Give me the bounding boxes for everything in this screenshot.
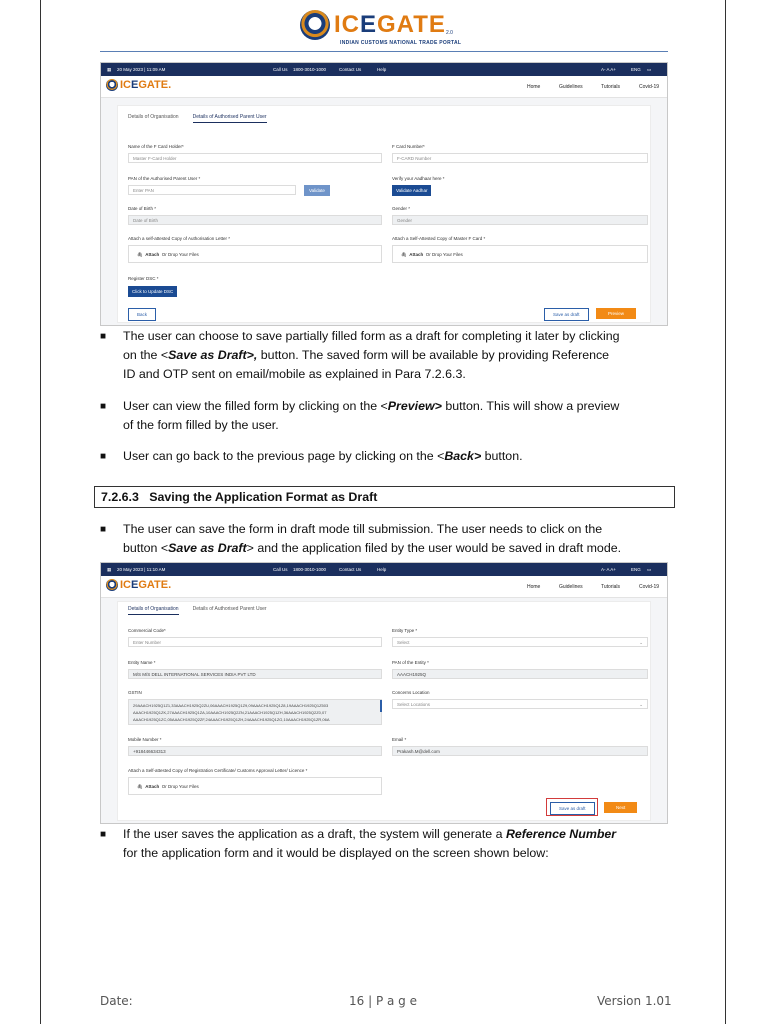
datetime-text: 20 May 2023 | 11:09 AM — [117, 67, 166, 72]
logo-text: ICEGATE — [334, 11, 446, 38]
nav-guidelines[interactable]: Guidelines — [559, 84, 583, 90]
fcard-holder-input[interactable]: Master F-Card Holder — [128, 153, 382, 163]
commercial-code-label: Commercial Code* — [128, 628, 166, 633]
nav-bar — [101, 576, 667, 598]
chevron-down-icon: ⌄ — [639, 702, 643, 707]
bullet-marker: ■ — [100, 829, 107, 840]
nav-bar — [101, 76, 667, 98]
language-select[interactable]: ENG — [631, 67, 641, 72]
nav-covid[interactable]: Covid-19 — [639, 584, 660, 590]
gender-label: Gender * — [392, 206, 411, 211]
fcard-number-input[interactable]: F-CARD Number — [392, 153, 648, 163]
emblem-icon — [106, 579, 118, 591]
mobile-label: Mobile Number * — [128, 737, 162, 742]
highlight-box — [546, 798, 598, 816]
emblem-icon — [106, 79, 118, 91]
bullet-marker: ■ — [100, 401, 107, 412]
emblem-icon — [300, 10, 330, 40]
auth-letter-dropzone[interactable]: 🖇 Attach Or Drop Your Files — [128, 245, 382, 263]
entity-name-label: Entity Name * — [128, 660, 156, 665]
call-us-label: Call Us — [273, 567, 288, 572]
pan-label: PAN of the Authorised Parent User * — [128, 176, 201, 181]
preview-button[interactable]: Preview — [596, 308, 636, 319]
phone-number: 1800-3010-1000 — [293, 67, 327, 72]
icegate-logo — [300, 10, 462, 46]
chevron-down-icon: ⌄ — [639, 640, 643, 645]
fcard-number-label: F Card Number* — [392, 144, 425, 149]
entity-type-select[interactable]: Select ⌄ — [392, 637, 648, 647]
gstin-textarea[interactable]: 29AAACH1925Q1Z1,33AAACH1925Q2ZU,06AAACH1925Q1Z9,09AAACH1925Q1Z8,19AAACH1925Q1Z503 AAACH1925Q1ZK,27AAACH1925Q1ZA,10AAACH1925Q2ZN,21AAACH1925Q1ZH,36AAACH1925Q2Z0,07 AAACH1925Q1ZC,05AAACH1925Q2ZF,24AAACH1925Q1ZH,24AAACH1925Q1ZG,10AAACH1925Q1ZR,06A — [128, 699, 382, 725]
gstin-label: GSTIN — [128, 690, 142, 695]
pan-input[interactable]: Enter PAN — [128, 185, 296, 195]
pan-entity-input[interactable]: AAACH1925Q — [392, 669, 648, 679]
bullet-save-as-draft: ■ The user can choose to save partially filled form as a draft for completing it later by clicking on the <Save as Draft>, button. The saved form will be available by providing Reference ID and OTP sent on email/mobile as explained in Para 7.2.6.3. — [100, 329, 620, 381]
back-button[interactable]: Back — [128, 308, 156, 321]
bullet-preview: ■ User can view the filled form by clicking on the <Preview> button. This will show a preview of the form filled by the user. — [100, 399, 620, 432]
scrollbar[interactable] — [380, 700, 382, 712]
help-link[interactable]: Help — [377, 567, 387, 572]
entity-name-input[interactable]: M/S M/S DELL INTERNATIONAL SERVICES INDIA PVT LTD — [128, 669, 382, 679]
top-bar — [101, 563, 667, 576]
nav-guidelines[interactable]: Guidelines — [559, 584, 583, 590]
pan-entity-label: PAN of the Entity * — [392, 660, 429, 665]
master-fcard-dropzone[interactable]: 🖇 Attach Or Drop Your Files — [392, 245, 648, 263]
nav-tutorials[interactable]: Tutorials — [601, 584, 620, 590]
nav-logo[interactable]: ICEGATE. — [106, 79, 171, 91]
master-fcard-label: Attach a Self-Attested Copy of Master F Card * — [392, 236, 486, 241]
tab-authorised-parent-user[interactable]: Details of Authorised Parent User — [193, 114, 267, 123]
next-button[interactable]: Next — [604, 802, 637, 813]
screenshot-authorised-user-form — [100, 62, 668, 326]
save-as-draft-button[interactable]: Save as draft — [550, 802, 595, 815]
cert-label: Attach a Self-attested Copy of Registration Certificate/ Customs Approval Letter/ Licence * — [128, 768, 308, 773]
cert-dropzone[interactable]: 🖇 Attach Or Drop Your Files — [128, 777, 382, 795]
flag-icon: ▭ — [647, 567, 652, 572]
font-size-controls[interactable]: A- A A+ — [601, 67, 616, 72]
calendar-icon: ▦ — [107, 567, 112, 572]
nav-home[interactable]: Home — [527, 584, 541, 590]
dob-input[interactable]: Date of Birth — [128, 215, 382, 225]
paperclip-icon: 🖇 — [137, 784, 143, 789]
flag-icon: ▭ — [647, 67, 652, 72]
nav-covid[interactable]: Covid-19 — [639, 84, 660, 90]
tab-details-of-organisation[interactable]: Details of Organisation — [128, 114, 179, 120]
section-heading — [94, 486, 675, 508]
logo-version: 2.0 — [446, 30, 453, 36]
bullet-draft-mode: ■ The user can save the form in draft mode till submission. The user needs to click on the button <Save as Draft> and the application filed by the user would be saved in draft mode. — [100, 522, 622, 555]
phone-number: 1800-3010-1000 — [293, 567, 327, 572]
calendar-icon: ▦ — [107, 67, 112, 72]
location-select[interactable]: Select Locations ⌄ — [392, 699, 648, 709]
bullet-marker: ■ — [100, 331, 107, 342]
datetime-text: 20 May 2023 | 11:10 AM — [117, 567, 166, 572]
entity-type-label: Entity Type * — [392, 628, 418, 633]
email-label: Email * — [392, 737, 407, 742]
tab-bar — [128, 606, 267, 615]
footer-date: Date: — [100, 994, 133, 1008]
footer-page-number: 16 | P a g e — [349, 994, 417, 1008]
dsc-label: Register DSC * — [128, 276, 159, 281]
contact-us-link[interactable]: Contact Us — [339, 567, 362, 572]
font-size-controls[interactable]: A- A A+ — [601, 567, 616, 572]
footer-version: Version 1.01 — [597, 994, 672, 1008]
logo-tagline: INDIAN CUSTOMS NATIONAL TRADE PORTAL — [340, 40, 462, 46]
validate-aadhar-button[interactable]: Validate Aadhar — [392, 185, 431, 196]
form-card — [117, 601, 651, 821]
location-label: Concerns Location — [392, 690, 430, 695]
section-number: 7.2.6.3 — [101, 490, 139, 504]
tab-bar — [128, 114, 267, 123]
tab-details-of-organisation[interactable]: Details of Organisation — [128, 606, 179, 615]
auth-letter-label: Attach a self-attested Copy of Authorisation Letter * — [128, 236, 231, 241]
bullet-marker: ■ — [100, 451, 107, 462]
paperclip-icon: 🖇 — [401, 252, 407, 257]
fcard-holder-label: Name of the F Card Holder* — [128, 144, 184, 149]
top-bar — [101, 63, 667, 76]
aadhar-label: Verify your Aadhaar here * — [392, 176, 445, 181]
document-header — [100, 6, 668, 52]
bullet-back: ■ User can go back to the previous page by clicking on the <Back> button. — [100, 447, 670, 466]
language-select[interactable]: ENG — [631, 567, 641, 572]
commercial-code-input[interactable]: Enter Number — [128, 637, 382, 647]
call-us-label: Call Us — [273, 67, 288, 72]
validate-pan-button[interactable]: Validate — [304, 185, 330, 196]
section-title: Saving the Application Format as Draft — [149, 490, 378, 504]
mobile-input[interactable]: +918446634313 — [128, 746, 382, 756]
tab-authorised-parent-user[interactable]: Details of Authorised Parent User — [192, 606, 267, 612]
gender-select[interactable]: Gender — [392, 215, 648, 225]
paperclip-icon: 🖇 — [137, 252, 143, 257]
page-border-left — [40, 0, 41, 1024]
nav-logo[interactable]: ICEGATE. — [106, 579, 171, 591]
help-link[interactable]: Help — [377, 67, 387, 72]
update-dsc-button[interactable]: Click to Update DSC — [128, 286, 177, 297]
screenshot-organisation-form — [100, 562, 668, 824]
page-border-right — [725, 0, 726, 1024]
bullet-reference-number: ■ If the user saves the application as a draft, the system will generate a Reference Number for the application form and it would be displayed on the screen shown below: — [100, 827, 617, 860]
nav-tutorials[interactable]: Tutorials — [601, 84, 620, 90]
form-card — [117, 105, 651, 323]
bullet-marker: ■ — [100, 524, 107, 535]
contact-us-link[interactable]: Contact Us — [339, 67, 362, 72]
dob-label: Date of Birth * — [128, 206, 157, 211]
nav-home[interactable]: Home — [527, 84, 541, 90]
email-input[interactable]: Prakash.M@dell.com — [392, 746, 648, 756]
save-as-draft-button[interactable]: Save as draft — [544, 308, 589, 321]
